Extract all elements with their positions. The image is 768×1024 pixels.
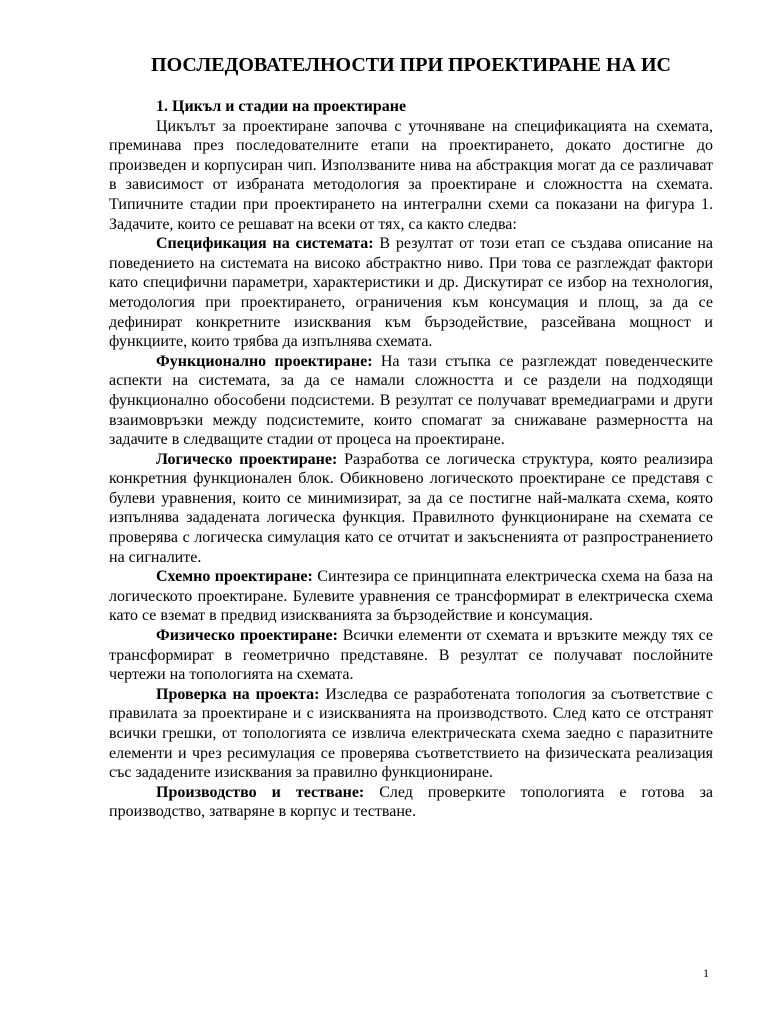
stage-description: В резултат от този етап се създава описание на поведението на системата на високо абстрактно ниво. При това се разглеждат фактори като специфични параметри, характеристики и др. Дискутират се избор на технология, методология при проектирането, ограничения към консумация и площ, за да се дефинират конкретните изисквания към бързодействие, разсейвана мощност и функциите, които трябва да изпълнява схемата. (109, 235, 713, 351)
stage-term: Производство и тестване: (156, 783, 365, 801)
stage-term: Функционално проектиране: (156, 352, 373, 370)
document-page (109, 52, 713, 822)
stage-physical-design-paragraph (109, 626, 713, 685)
stage-description: Всички елементи от схемата и връзките между тях се трансформират в геометрично представяне. В резултат се получават послойните чертежи на топологията на схемата. (109, 627, 713, 684)
stage-specification-paragraph (109, 234, 713, 352)
stage-functional-design-paragraph (109, 352, 713, 450)
stage-description: Изследва се разработената топология за съответствие с правилата за проектиране и с изискванията на производството. След като се отстранят всички грешки, от топологията се извлича електрическата схема заедно с паразитните елементи и чрез ресимулация се проверява съответствието на физическата реализация със зададените изисквания за правилно функциониране. (109, 685, 714, 782)
intro-paragraph: Цикълът за проектиране започва с уточняване на спецификацията на схемата, преминава през последователните етапи на проектирането, докато достигне до произведен и корпусиран чип. Използваните нива на абстракция могат да се различават в зависимост от избраната методология за проектиране и сложността на схемата. Типичните стадии при проектирането на интегрални схеми са показани на фигура 1. Задачите, които се решават на всеки от тях, са както следва: (109, 117, 713, 233)
stage-term: Физическо проектиране: (156, 627, 338, 645)
page-number: 1 (703, 966, 709, 980)
stage-term: Схемно проектиране: (156, 568, 313, 586)
stage-production-testing-paragraph (109, 783, 713, 822)
stage-term: Проверка на проекта: (156, 685, 320, 703)
stage-term: Логическо проектиране: (156, 450, 338, 468)
stage-description: На тази стъпка се разглеждат поведенческите аспекти на системата, за да се намали сложността и се раздели на подходящи функционално обособени подсистеми. В резултат се получават времедиаграми и други взаимовръзки между подсистемите, които спомагат за снижаване размерността на задачите в следващите стадии от процеса на проектиране. (109, 352, 714, 449)
stage-description: Синтезира се принципната електрическа схема на база на логическото проектиране. Булевите уравнения се трансформират в електрическа схема като се вземат в предвид изискванията за бързодействие и консумация. (109, 568, 714, 625)
document-title: ПОСЛЕДОВАТЕЛНОСТИ ПРИ ПРОЕКТИРАНЕ НА ИС (151, 54, 671, 76)
stage-description: Разработва се логическа структура, която реализира конкретния функционален блок. Обикновено логическото проектиране се представя с булеви уравнения, които се минимизират, за да се постигне най-малката схема, която изпълнява зададената логическа функция. Правилното функциониране на схемата се проверява с логическа симулация като се отчитат и закъсненията от разпространението на сигналите. (109, 450, 714, 566)
stage-verification-paragraph (109, 685, 713, 783)
section-heading: 1. Цикъл и стадии на проектиране (156, 98, 407, 115)
stage-logic-design-paragraph (109, 450, 713, 568)
stage-description: След проверките топологията е готова за производство, затваряне в корпус и тестване. (109, 783, 713, 821)
stage-circuit-design-paragraph (109, 567, 713, 626)
stage-term: Спецификация на системата: (156, 235, 374, 253)
